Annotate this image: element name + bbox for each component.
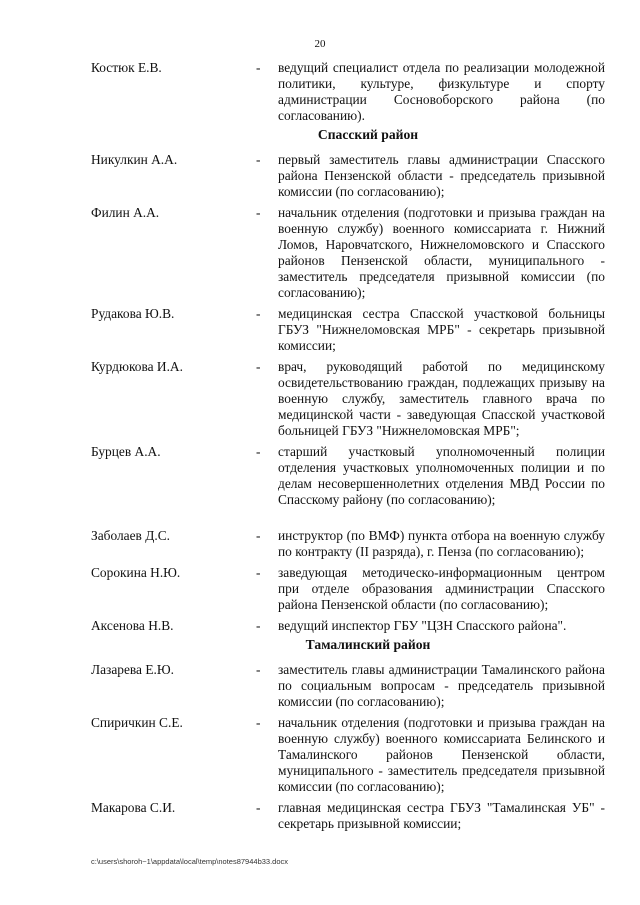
dash-separator: - <box>256 306 261 321</box>
person-role: медицинская сестра Спасской участковой больницы ГБУЗ "Нижнеломовская МРБ" - секретарь призывной комиссии; <box>278 306 605 353</box>
page-number: 20 <box>314 38 326 50</box>
list-item <box>91 152 605 200</box>
dash-separator: - <box>256 528 261 543</box>
section-heading: Спасский район <box>317 127 419 142</box>
person-name: Бурцев А.А. <box>91 444 161 459</box>
person-role: первый заместитель главы администрации Спасского района Пензенской области - председатель призывной комиссии (по согласованию); <box>278 152 605 199</box>
list-item <box>91 528 605 560</box>
person-name: Лазарева Е.Ю. <box>91 662 174 677</box>
dash-separator: - <box>256 715 261 730</box>
list-item <box>91 444 605 508</box>
person-name: Заболаев Д.С. <box>91 528 170 543</box>
dash-separator: - <box>256 618 261 633</box>
list-item <box>91 662 605 710</box>
person-role: заместитель главы администрации Тамалинского района по социальным вопросам - председатель призывной комиссии (по согласованию); <box>278 662 605 709</box>
person-name: Никулкин А.А. <box>91 152 178 167</box>
person-role: старший участковый уполномоченный полиции отделения участковых уполномоченных полиции и по делам несовершеннолетних отделения МВД России по Спасскому району (по согласованию); <box>278 444 605 507</box>
list-item <box>91 359 605 439</box>
person-role: заведующая методическо-информационным центром при отделе образования администрации Спасского района Пензенской области (по согласованию); <box>278 565 605 612</box>
person-role: врач, руководящий работой по медицинскому освидетельствованию граждан, подлежащих призыву на военную службу, заместитель главного врача по медицинской части - заведующая Спасской участковой больницей ГБУЗ "Нижнеломовская МРБ"; <box>278 359 605 438</box>
dash-separator: - <box>256 800 261 815</box>
dash-separator: - <box>256 205 261 220</box>
dash-separator: - <box>256 60 261 75</box>
list-item <box>91 205 605 301</box>
person-role: ведущий специалист отдела по реализации молодежной политики, культуре, физкультуре и спорту администрации Сосновоборского района (по согласованию). <box>278 60 605 123</box>
document-body <box>91 60 605 832</box>
list-item <box>91 715 605 795</box>
person-name: Спиричкин С.Е. <box>91 715 183 730</box>
list-item <box>91 800 605 832</box>
section-heading: Тамалинский район <box>305 637 431 652</box>
dash-separator: - <box>256 565 261 580</box>
list-item <box>91 60 605 124</box>
person-name: Аксенова Н.В. <box>91 618 174 633</box>
list-item <box>91 306 605 354</box>
person-name: Сорокина Н.Ю. <box>91 565 181 580</box>
person-name: Макарова С.И. <box>91 800 176 815</box>
person-role: начальник отделения (подготовки и призыва граждан на военную службу) военного комиссариата Белинского и Тамалинского районов Пензенской области, муниципального - заместитель председателя призывной комиссии (по согласованию); <box>278 715 605 794</box>
person-name: Курдюкова И.А. <box>91 359 183 374</box>
person-name: Костюк Е.В. <box>91 60 162 75</box>
list-item <box>91 565 605 613</box>
person-name: Филин А.А. <box>91 205 160 220</box>
footer-file-path: c:\users\shoroh~1\appdata\local\temp\notes87944b33.docx <box>91 857 289 866</box>
dash-separator: - <box>256 444 261 459</box>
person-role: главная медицинская сестра ГБУЗ "Тамалинская УБ" - секретарь призывной комиссии; <box>278 800 605 831</box>
dash-separator: - <box>256 359 261 374</box>
person-role: начальник отделения (подготовки и призыва граждан на военную службу) военного комиссариата г. Нижний Ломов, Наровчатского, Нижнеломовского и Спасского районов Пензенской области, муниципального - заместитель председателя призывной комиссии (по согласованию); <box>278 205 605 300</box>
person-role: инструктор (по ВМФ) пункта отбора на военную службу по контракту (II разряда), г. Пенза (по согласованию); <box>278 528 605 559</box>
dash-separator: - <box>256 152 261 167</box>
list-item <box>91 618 605 634</box>
person-name: Рудакова Ю.В. <box>91 306 175 321</box>
dash-separator: - <box>256 662 261 677</box>
person-role: ведущий инспектор ГБУ "ЦЗН Спасского района". <box>278 618 567 633</box>
